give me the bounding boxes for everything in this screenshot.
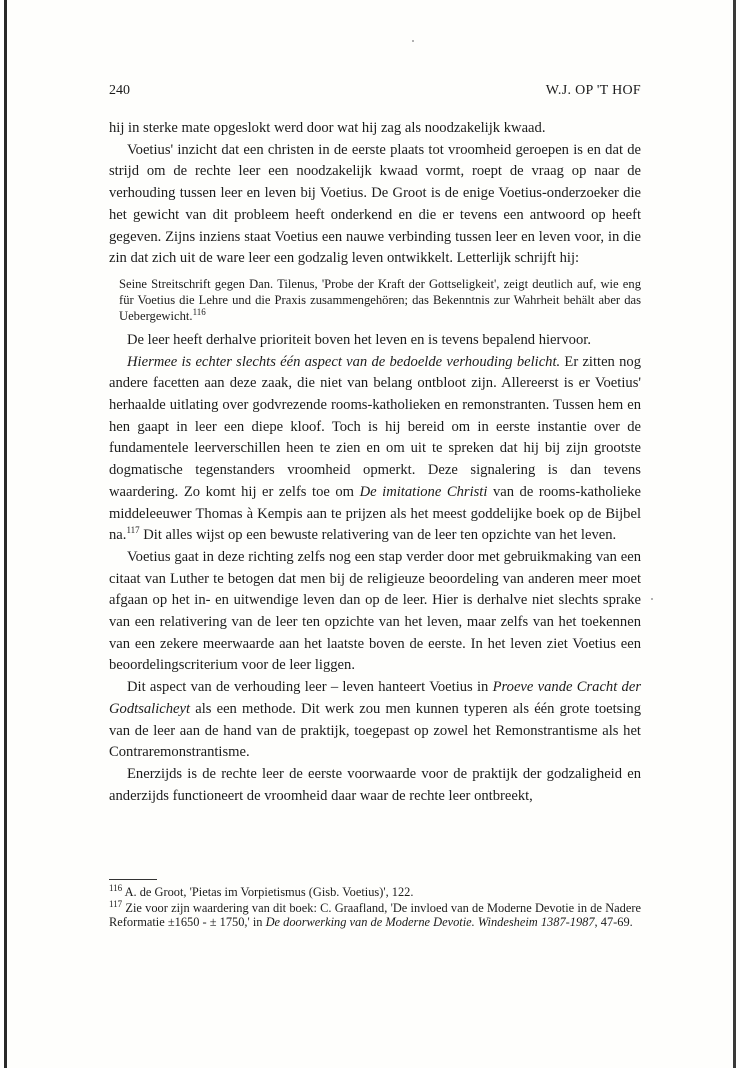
footnote: $^{116}$ A. de Groot, 'Pietas im Vorpietismus (Gisb. Voetius)', 122. [109,882,414,899]
paragraph: De leer heeft derhalve prioriteit boven het leven en is tevens bepalend hiervoor. [127,331,591,348]
body-text [109,118,641,807]
footnote-rule [109,879,157,880]
paragraph: Hiermee is echter slechts één aspect van de bedoelde verhouding belicht. Er zitten nog andere facetten aan deze zaak, die niet van belang ontbloot zijn. Allereerst is er Voetius' herhaalde uitlating over godvrezende rooms-katholieken en remonstranten. Tussen hem en hen gaapt in leer een diepe kloof. Toch is hij bereid om in eerste instantie over de fundamentele leerverschillen heen te zien en om uit te spreken dat hij bij zijn grootste dogmatische tegenstanders vroomheid opmerkt. Deze signalering is dan tevens waardering. Zo komt hij er zelfs toe om De imitatione Christi van de rooms-katholieke middeleeuwer Thomas à Kempis aan te prijzen als het meest goddelijke boek op de Bijbel na.$^{117}$ Dit alles wijst op een bewuste relativering van de leer ten opzichte van het leven. [109,353,641,544]
footnotes [109,882,641,931]
paragraph: Dit aspect van de verhouding leer – leven hanteert Voetius in Proeve vande Cracht der Godtsalicheyt als een methode. Dit werk zou men kunnen typeren als één grote toetsing van de leer aan de hand van de praktijk, toegepast op zowel het Remonstrantisme als het Contraremonstrantisme. [109,679,641,761]
scan-left-edge [4,0,7,1068]
book-title: De imitatione Christi [359,483,488,500]
footnote: $^{117}$ Zie voor zijn waardering van dit boek: C. Graafland, 'De invloed van de Moderne Devotie in de Nadere Reformatie ±1650 - ± 1750,' in De doorwerking van de Moderne Devotie. Windesheim 1387-1987, 47-69. [109,898,641,930]
scan-speck [412,40,414,42]
paragraph: Voetius gaat in deze richting zelfs nog een stap verder door met gebruikmaking van een citaat van Luther te betogen dat men bij de religieuze beoordeling van anderen meer moet afgaan op het in- en uitwendige leven dan op de leer. Hier is derhalve niet slechts sprake van een relativering van de leer ten opzichte van het leven, maar zelfs van het toekennen van een zekere meerwaarde aan het laatste boven de eerste. In het leven ziet Voetius een beoordelingscriterium voor de leer liggen. [109,548,641,674]
footnote-ref: 117 [126,525,140,536]
emphasis: Hiermee is echter slechts één aspect van de bedoelde verhouding belicht. [127,353,561,370]
scan-speck [651,598,653,600]
paragraph: hij in sterke mate opgeslokt werd door wat hij zag als noodzakelijk kwaad. [109,120,546,136]
paragraph: Enerzijds is de rechte leer de eerste voorwaarde voor de praktijk der godzaligheid en anderzijds functioneert de vroomheid daar waar de rechte leer ontbreekt, [109,765,641,804]
block-quote: Seine Streitschrift gegen Dan. Tilenus, 'Probe der Kraft der Gottseligkeit', zeigt deutlich auf, wie eng für Voetius die Lehre und die Praxis zusammengehören; das Bekenntnis zur Wahrheit behält aber das Uebergewicht.$^{116}$ [119,276,641,323]
footnote-number: 116 [109,882,123,893]
page-number: 240 [109,83,130,98]
running-header [109,83,641,103]
book-title: De doorwerking van de Moderne Devotie. Windesheim 1387-1987 [265,915,595,930]
scan-right-edge [733,0,736,1068]
book-title: Proeve vande Cracht der Godtsalicheyt [109,679,641,717]
paragraph: Voetius' inzicht dat een christen in de eerste plaats tot vroomheid geroepen is en dat de strijd om de rechte leer een noodzakelijk kwaad vormt, roept de vraag op naar de verhouding tussen leer en leven bij Voetius. De Groot is de enige Voetius-onderzoeker die het gewicht van dit probleem heeft onderkend en die er tevens een antwoord op heeft gegeven. Zijns inziens staat Voetius een nauwe verbinding tussen leer en leven voor, in die zin dat zich uit de ware leer een godzalig leven ontwikkelt. Letterlijk schrijft hij: [109,141,641,267]
footnote-ref: 116 [192,306,206,317]
running-head-author: W.J. OP 'T HOF [545,83,641,98]
footnote-number: 117 [109,898,123,909]
